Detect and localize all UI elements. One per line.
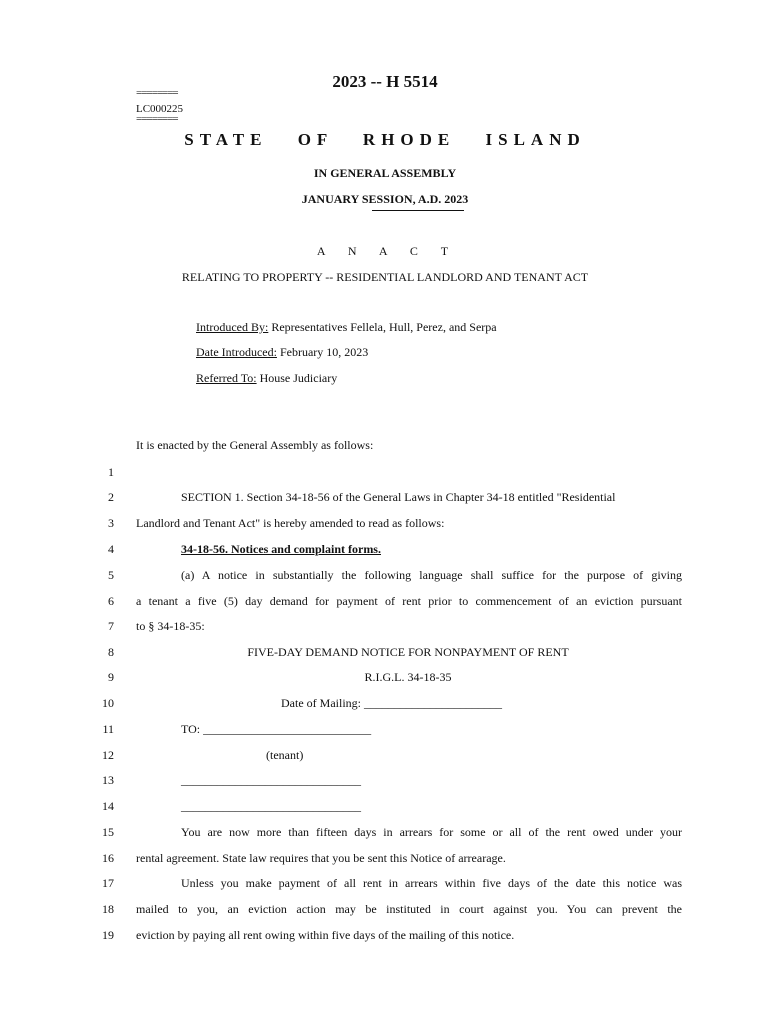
line-number: 12 (102, 748, 114, 762)
tenant-label: (tenant) (266, 748, 304, 762)
blank-line: ______________________________ (181, 773, 361, 787)
enacting-clause: It is enacted by the General Assembly as follows: (136, 438, 374, 452)
body-line: You are now more than fifteen days in arrears for some or all of the rent owed under your (181, 825, 682, 839)
line-number: 10 (102, 696, 114, 710)
bill-number: 2023 -- H 5514 (332, 72, 438, 91)
body-line: rental agreement. State law requires that you be sent this Notice of arrearage. (136, 851, 506, 865)
line-number: 15 (102, 825, 114, 839)
introduced-by-label: Introduced By: (196, 320, 269, 334)
line-number: 8 (108, 645, 114, 659)
body-line: Landlord and Tenant Act" is hereby amended to read as follows: (136, 516, 445, 530)
relating-title: RELATING TO PROPERTY -- RESIDENTIAL LANDLORD AND TENANT ACT (181, 270, 589, 284)
referred-to (196, 371, 337, 386)
line-number: 7 (108, 619, 114, 633)
line-number: 4 (108, 542, 114, 556)
line-number: 11 (102, 722, 114, 736)
body-line: SECTION 1. Section 34-18-56 of the General Laws in Chapter 34-18 entitled "Residential (181, 490, 616, 504)
date-of-mailing-line: Date of Mailing: _______________________ (281, 696, 502, 710)
separator-bottom: ======== (136, 113, 178, 125)
body-line: eviction by paying all rent owing within five days of the mailing of this notice. (136, 928, 515, 942)
line-number: 19 (102, 928, 114, 942)
notice-title: FIVE-DAY DEMAND NOTICE FOR NONPAYMENT OF RENT (247, 645, 569, 659)
body-line: to § 34-18-35: (136, 619, 205, 633)
to-line: TO: ____________________________ (181, 722, 372, 736)
line-number: 18 (102, 902, 114, 916)
line-number: 6 (108, 594, 114, 608)
line-number: 17 (102, 876, 114, 890)
body-line: (a) A notice in substantially the following language shall suffice for the purpose of giving (181, 568, 682, 582)
title-rule (372, 210, 464, 211)
body-line: Unless you make payment of all rent in arrears within five days of the date this notice was (181, 876, 682, 890)
body-line: a tenant a five (5) day demand for payment of rent prior to commencement of an eviction pursuant (136, 594, 682, 608)
line-number: 2 (108, 490, 114, 504)
section-heading: 34-18-56. Notices and complaint forms. (181, 542, 381, 556)
act-title: A N A C T (316, 244, 454, 258)
session-title: JANUARY SESSION, A.D. 2023 (301, 192, 469, 206)
separator-top: ======== (136, 87, 178, 99)
lc-number: LC000225 (136, 103, 184, 115)
state-title: STATE OF RHODE ISLAND (184, 130, 586, 149)
introduced-by-value: Representatives Fellela, Hull, Perez, and Serpa (268, 320, 497, 334)
line-number: 9 (108, 670, 114, 684)
date-introduced-label: Date Introduced: (196, 345, 277, 359)
line-number: 13 (102, 773, 114, 787)
referred-to-label: Referred To: (196, 371, 257, 385)
line-number: 14 (102, 799, 114, 813)
assembly-title: IN GENERAL ASSEMBLY (313, 166, 457, 180)
line-number: 1 (108, 465, 114, 479)
blank-line: ______________________________ (181, 799, 361, 813)
introduced-by (196, 320, 497, 335)
body-line: mailed to you, an eviction action may be instituted in court against you. You can prevent the (136, 902, 682, 916)
notice-statute: R.I.G.L. 34-18-35 (364, 670, 452, 684)
date-introduced-value: February 10, 2023 (276, 345, 369, 359)
date-introduced (196, 345, 368, 360)
referred-to-value: House Judiciary (256, 371, 338, 385)
line-number: 3 (108, 516, 114, 530)
line-number: 5 (108, 568, 114, 582)
line-number: 16 (102, 851, 114, 865)
